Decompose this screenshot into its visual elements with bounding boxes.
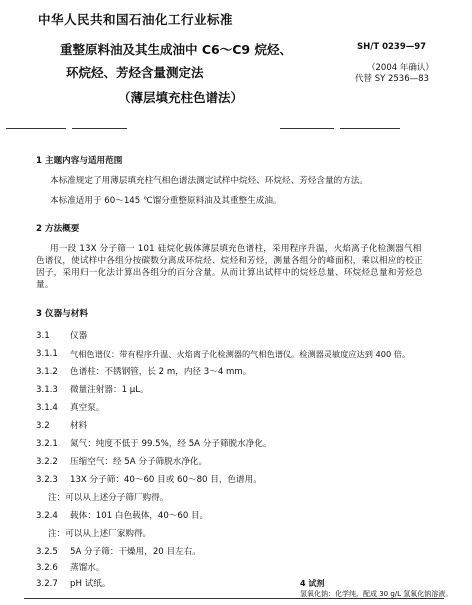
confirmation-year: （2004 年确认） bbox=[367, 63, 434, 73]
item-text: 色谱柱：不锈钢管，长 2 m，内径 3～4 mm。 bbox=[70, 367, 252, 377]
item-number: 3.2.1 bbox=[36, 439, 58, 449]
section-3-heading: 3 仪器与材料 bbox=[36, 309, 88, 319]
rule-right bbox=[340, 128, 400, 129]
section-4-para-1: 氢氧化钠：化学纯，配成 30 g/L 氢氧化钠溶液。 bbox=[300, 590, 453, 598]
item-number: 3.2 bbox=[36, 421, 50, 431]
note-text: 注：可以从上述厂家购得。 bbox=[48, 529, 152, 539]
replaces-standard: 代替 SY 2536—83 bbox=[355, 74, 429, 84]
item-text: 仪器 bbox=[70, 331, 88, 341]
rule-mid1 bbox=[72, 128, 127, 129]
item-number: 3.1.4 bbox=[36, 403, 58, 413]
item-text: 真空泵。 bbox=[70, 403, 105, 413]
item-number: 3.2.6 bbox=[36, 563, 58, 573]
item-text: 微量注射器：1 μL。 bbox=[70, 385, 149, 395]
item-text: pH 试纸。 bbox=[70, 579, 111, 589]
document-title-line-1: 重整原料油及其生成油中 C6～C9 烷烃、 bbox=[60, 42, 292, 57]
rule-left bbox=[6, 128, 66, 129]
item-text: 气相色谱仪：带有程序升温、火焰离子化检测器的气相色谱仪。检测器灵敏度应达到 400 倍。 bbox=[70, 349, 411, 359]
item-text: 13X 分子筛：40～60 目或 60～80 目，色谱用。 bbox=[70, 475, 262, 485]
document-title-line-3: （薄层填充柱色谱法） bbox=[118, 90, 244, 105]
document-title-line-2: 环烷烃、芳烃含量测定法 bbox=[66, 65, 204, 80]
section-4-heading: 4 试剂 bbox=[300, 579, 325, 588]
item-number: 3.1.3 bbox=[36, 385, 58, 395]
section-1-para-1: 本标准规定了用薄层填充柱气相色谱法测定试样中烷烃、环烷烃、芳烃含量的方法。 bbox=[50, 176, 368, 186]
item-number: 3.2.2 bbox=[36, 457, 58, 467]
section-2-heading: 2 方法概要 bbox=[36, 224, 80, 234]
rule-mid2 bbox=[280, 128, 334, 129]
item-number: 3.2.7 bbox=[36, 579, 58, 589]
page-bottom-rule bbox=[24, 598, 444, 599]
item-number: 3.1 bbox=[36, 331, 50, 341]
item-number: 3.2.4 bbox=[36, 511, 58, 521]
item-text: 氮气：纯度不低于 99.5%，经 5A 分子筛脱水净化。 bbox=[70, 439, 272, 449]
item-text: 蒸馏水。 bbox=[70, 563, 105, 573]
item-number: 3.1.1 bbox=[36, 349, 58, 359]
section-2-para-1: 用一段 13X 分子筛一 101 硅烷化载体薄层填充色谱柱，采用程序升温，火焰离子化检测器气相色谱仪，使试样中各组分按碳数分离成环烷烃、烷烃和芳烃，测量各组分的峰面积，乘以相应的校正因子，采用归一化法计算出各组分的百分含量。从而计算出试样中的烷烃总量、环烷烃总量和芳烃总量。 bbox=[36, 244, 423, 290]
standard-category-header: 中华人民共和国石油化工行业标准 bbox=[38, 12, 234, 27]
standard-code: SH/T 0239—97 bbox=[357, 42, 427, 52]
item-number: 3.1.2 bbox=[36, 367, 58, 377]
item-text: 压缩空气：经 5A 分子筛脱水净化。 bbox=[70, 457, 208, 467]
item-text: 材料 bbox=[70, 421, 88, 431]
section-1-heading: 1 主题内容与适用范围 bbox=[36, 156, 123, 166]
section-1-para-2: 本标准适用于 60～145 ℃馏分重整原料油及其重整生成油。 bbox=[50, 196, 282, 206]
item-number: 3.2.3 bbox=[36, 475, 58, 485]
item-text: 5A 分子筛：干燥用，20 目左右。 bbox=[70, 547, 201, 557]
item-number: 3.2.5 bbox=[36, 547, 58, 557]
item-text: 载体：101 白色载体，40～60 目。 bbox=[70, 511, 209, 521]
note-text: 注：可以从上述分子筛厂购得。 bbox=[48, 493, 169, 503]
